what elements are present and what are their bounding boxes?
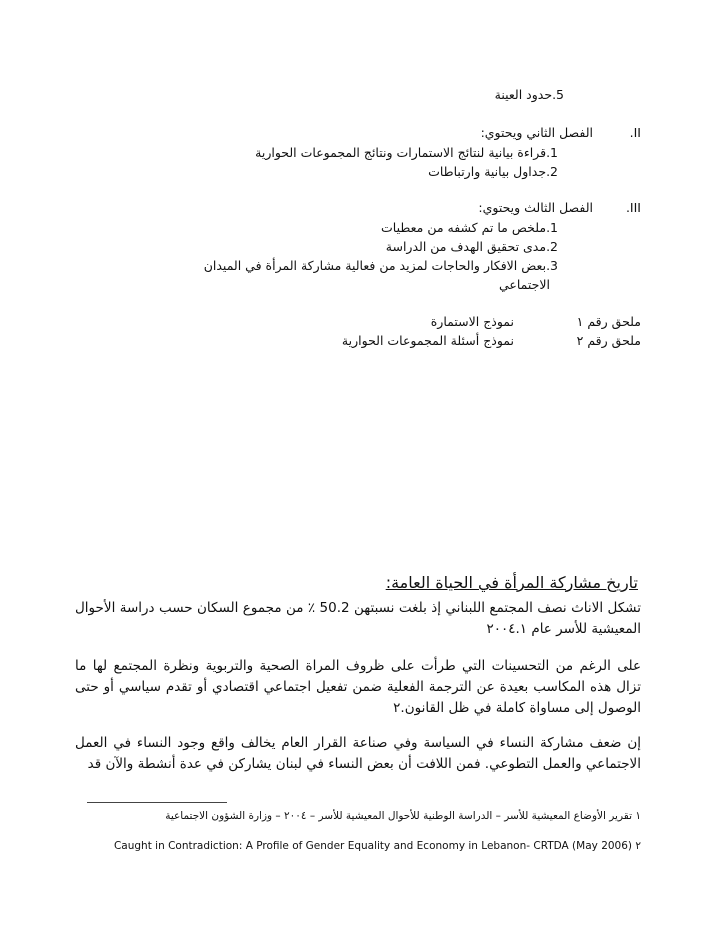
paragraph-2: على الرغم من التحسينات التي طرأت على ظروف المراة الصحية والتربوية ونظرة المجتمع لها ما تزال هذه المكاسب بعيدة عن الترجمة الفعلية ضمن تفعيل اجتماعي اقتصادي أو تقدم سياسي أو حتى الوصول إلى مساواة كاملة في ظل القانون.٢ — [75, 658, 641, 716]
appendix-1-title: نموذج الاستمارة — [430, 314, 514, 329]
section-heading: تاريخ مشاركة المرأة في الحياة العامة: — [385, 573, 638, 592]
appendix-2-title: نموذج أسئلة المجموعات الحوارية — [341, 333, 514, 348]
toc-chapter-2-number: .II — [629, 125, 641, 140]
footnote-separator — [87, 802, 227, 803]
appendix-2-label: ملحق رقم ٢ — [576, 333, 641, 348]
toc-chapter-2-item-1: 1.قراءة بيانية لنتائج الاستمارات ونتائج المجموعات الحوارية — [255, 145, 558, 160]
footnote-1: ١ تقرير الأوضاع المعيشية للأسر – الدراسة الوطنية للأحوال المعيشية للأسر – ٢٠٠٤ – وزارة الشؤون الاجتماعية — [165, 810, 641, 822]
appendix-1-label: ملحق رقم ١ — [576, 314, 641, 329]
toc-chapter-2-item-2: 2.جداول بيانية وارتباطات — [428, 164, 558, 179]
toc-chapter-2-title: الفصل الثاني ويحتوي: — [480, 125, 593, 140]
section-body — [75, 598, 641, 775]
footnote-2: ٢ (Caught in Contradiction: A Profile of Gender Equality and Economy in Lebanon- CRTDA (May 2006 — [113, 840, 641, 852]
toc-chapter-3-item-2: 2.مدى تحقيق الهدف من الدراسة — [385, 239, 558, 254]
toc-chapter-3-item-1: 1.ملخص ما تم كشفه من معطيات — [381, 220, 558, 235]
paragraph-1: تشكل الاناث نصف المجتمع اللبناني إذ بلغت نسبتهن 50.2 ٪ من مجموع السكان حسب دراسة الأحوال المعيشية للأسر عام ٢٠٠٤.١ — [75, 600, 641, 637]
toc-chapter-3-title: الفصل الثالث ويحتوي: — [478, 200, 593, 215]
toc-chapter-3-item-3-cont: الاجتماعي — [498, 277, 550, 292]
toc-chapter-3-number: .III — [625, 200, 641, 215]
toc-chapter-3-item-3: 3.بعض الافكار والحاجات لمزيد من فعالية مشاركة المرأة في الميدان — [203, 258, 558, 273]
paragraph-3: إن ضعف مشاركة النساء في السياسة وفي صناعة القرار العام يخالف واقع وجود النساء في العمل الاجتماعي والعمل التطوعي. فمن اللافت أن بعض النساء في لبنان يشاركن في عدة أنشطة والآن قد — [75, 735, 641, 772]
toc-sample-item: 5.حدود العينة — [494, 87, 564, 102]
